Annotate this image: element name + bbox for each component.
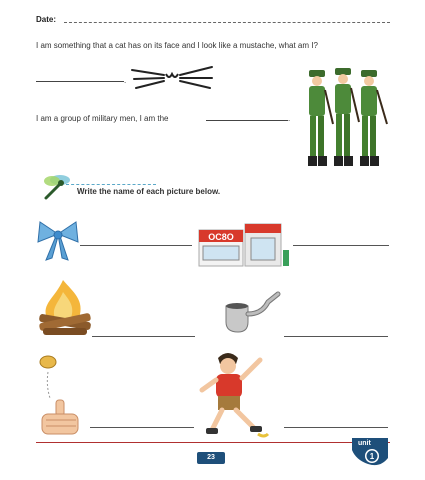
whiskers-icon [130, 62, 214, 92]
coin-toss-icon [36, 352, 84, 440]
shop-answer-line[interactable] [293, 245, 389, 246]
running-boy-icon [198, 350, 270, 444]
question-2-text: I am a group of military men, I am the [36, 114, 169, 123]
question-2-answer-line[interactable] [206, 120, 288, 121]
pipe-icon [222, 292, 282, 334]
pipe-answer-line[interactable] [284, 336, 388, 337]
campfire-icon [33, 278, 95, 342]
unit-label: unit [358, 440, 371, 447]
coin-toss-answer-line[interactable] [90, 427, 194, 428]
campfire-answer-line[interactable] [92, 336, 195, 337]
instruction-text: Write the name of each picture below. [77, 187, 221, 196]
footer-rule [36, 442, 390, 443]
running-boy-answer-line[interactable] [284, 427, 388, 428]
page-number: 23 [197, 452, 225, 464]
date-label: Date: [36, 15, 57, 24]
instruction-dashed-line [66, 184, 156, 185]
unit-number: 1 [369, 452, 375, 461]
question-1-period: . [124, 76, 127, 85]
shop-icon [197, 220, 293, 270]
soldiers-icon [303, 66, 391, 170]
dragonfly-icon [40, 172, 74, 202]
bow-icon [36, 218, 80, 262]
date-answer-line[interactable] [64, 22, 390, 23]
question-1-text: I am something that a cat has on its face and I look like a mustache, what am I? [36, 41, 318, 50]
bow-answer-line[interactable] [80, 245, 192, 246]
question-2-period: . [288, 114, 291, 123]
question-1-answer-line[interactable] [36, 81, 124, 82]
shop-sign-text: OC8O [208, 232, 234, 242]
